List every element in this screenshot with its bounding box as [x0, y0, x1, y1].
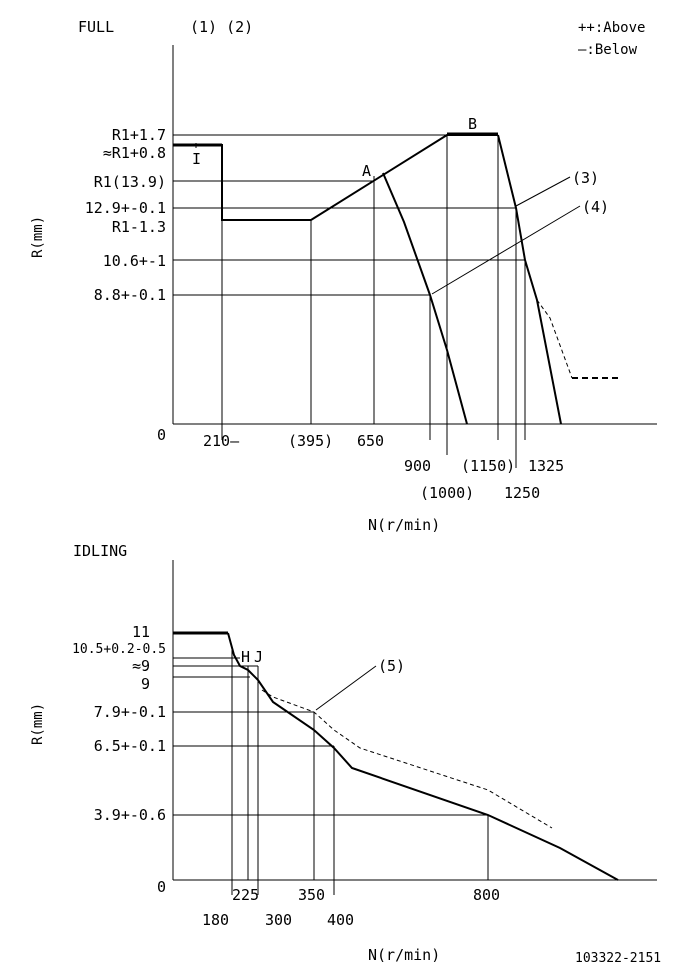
- idling-xlabel-400: 400: [327, 911, 355, 929]
- idling-main-curve: [228, 633, 618, 880]
- idling-ylabel-0: 0: [156, 878, 166, 896]
- full-ylabel-r1p08: ≈R1+0.8: [102, 144, 166, 162]
- idling-chart: [30, 542, 657, 964]
- idling-ylabel-105: 10.5+0.2-0.5: [72, 642, 166, 657]
- full-point-i: I: [192, 150, 202, 168]
- full-xlabel-650: 650: [357, 432, 385, 450]
- full-ylabel-88: 8.8+-0.1: [93, 286, 166, 304]
- full-xlabel-1000: (1000): [420, 484, 475, 502]
- idling-ylabel-65: 6.5+-0.1: [93, 737, 166, 755]
- full-callout-4: (4): [582, 198, 610, 216]
- full-point-a: A: [362, 162, 372, 180]
- full-ylabel-r1p17: R1+1.7: [111, 126, 166, 144]
- full-section-title: FULL: [78, 18, 115, 36]
- idling-dashed-curve: [262, 690, 552, 828]
- idling-point-h: H: [241, 648, 251, 666]
- full-xlabel-395: (395): [288, 432, 334, 450]
- full-xlabel-900: 900: [404, 457, 432, 475]
- idling-x-axis-label: N(r/min): [368, 946, 441, 964]
- idling-ylabel-39: 3.9+-0.6: [93, 806, 166, 824]
- full-xlabel-1325: 1325: [528, 457, 565, 475]
- full-curve-3: [498, 135, 561, 424]
- full-ylabel-r1m13: R1-1.3: [111, 218, 166, 236]
- full-x-axis-label: N(r/min): [368, 516, 441, 534]
- full-dashed-tail: [537, 300, 572, 378]
- idling-xlabel-225: 225: [232, 886, 260, 904]
- full-y-axis-label: R(mm): [30, 215, 46, 258]
- full-ylabel-106: 10.6+-1: [102, 252, 166, 270]
- full-main-curve: [173, 135, 498, 220]
- full-header-marks: (1) (2): [190, 18, 254, 36]
- full-xlabel-1250: 1250: [504, 484, 541, 502]
- idling-ylabel-79: 7.9+-0.1: [93, 703, 166, 721]
- full-xlabel-210: 210—: [203, 432, 240, 450]
- full-curve-4: [383, 173, 467, 424]
- legend-above: ++:Above: [578, 20, 646, 36]
- idling-xlabel-800: 800: [473, 886, 501, 904]
- full-xlabel-1150: (1150): [461, 457, 516, 475]
- idling-ylabel-9: 9: [140, 675, 150, 693]
- full-chart: [30, 18, 657, 534]
- idling-ylabel-approx9: ≈9: [131, 657, 150, 675]
- full-callout-4-leader: [432, 206, 580, 294]
- full-point-b: B: [468, 115, 478, 133]
- idling-callout-5: (5): [378, 657, 406, 675]
- idling-y-axis-label: R(mm): [30, 702, 46, 745]
- idling-point-j: J: [254, 648, 264, 666]
- full-ylabel-0: 0: [156, 426, 166, 444]
- idling-xlabel-300: 300: [265, 911, 293, 929]
- drawing-code: 103322-2151: [575, 951, 662, 966]
- idling-section-title: IDLING: [73, 542, 128, 560]
- legend-below: —:Below: [578, 42, 638, 58]
- idling-xlabel-350: 350: [298, 886, 326, 904]
- idling-ylabel-11: 11: [131, 623, 150, 641]
- full-callout-3-leader: [516, 177, 570, 206]
- full-callout-3: (3): [572, 169, 600, 187]
- idling-callout-5-leader: [316, 666, 376, 710]
- full-ylabel-r1: R1(13.9): [93, 173, 166, 191]
- full-ylabel-129: 12.9+-0.1: [84, 199, 166, 217]
- idling-xlabel-180: 180: [202, 911, 230, 929]
